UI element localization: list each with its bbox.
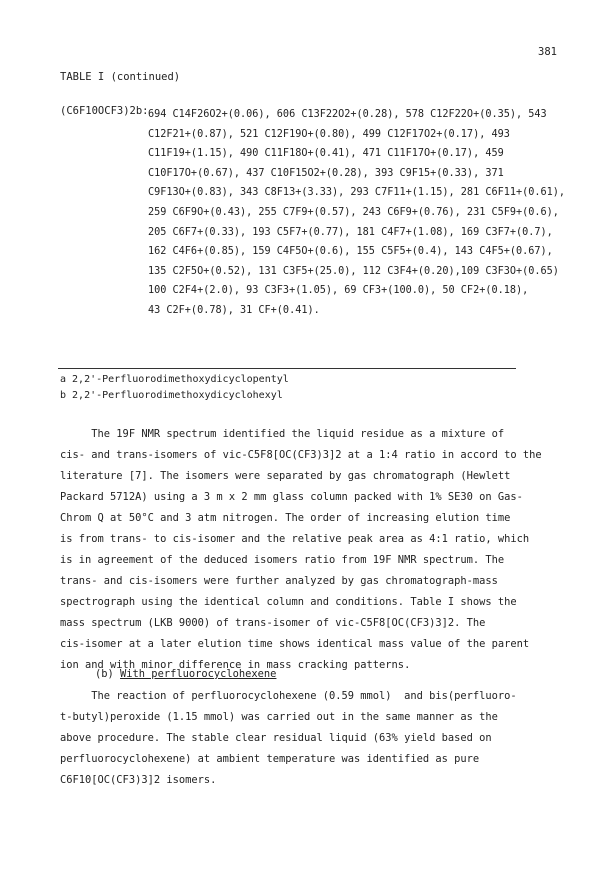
page-number: 381 bbox=[538, 46, 557, 58]
ms-line: 162 C4F6+(0.85), 159 C4F5O+(0.6), 155 C5F5+(0.4), 143 C4F5+(0.67), bbox=[148, 246, 553, 258]
paragraph-2 bbox=[60, 686, 517, 791]
text-line: spectrograph using the identical column and conditions. Table I shows the bbox=[60, 596, 517, 608]
table-title: TABLE I (continued) bbox=[60, 71, 181, 83]
ms-line: C12F21+(0.87), 521 C12F19O+(0.80), 499 C12F17O2+(0.17), 493 bbox=[148, 128, 510, 140]
ms-line: 259 C6F9O+(0.43), 255 C7F9+(0.57), 243 C6F9+(0.76), 231 C5F9+(0.6), bbox=[148, 206, 559, 218]
text-line: C6F10[OC(CF3)3]2 isomers. bbox=[60, 774, 217, 786]
table-rule bbox=[58, 368, 516, 369]
ms-line: C10F17O+(0.67), 437 C10F15O2+(0.28), 393 C9F15+(0.33), 371 bbox=[148, 167, 504, 179]
text-line: cis-isomer at a later elution time shows identical mass value of the parent bbox=[60, 638, 530, 650]
text-line: The reaction of perfluorocyclohexene (0.59 mmol) and bis(perfluoro- bbox=[60, 690, 517, 702]
compound-label: (C6F10OCF3)2b: bbox=[60, 105, 149, 117]
text-line: t-butyl)peroxide (1.15 mmol) was carried out in the same manner as the bbox=[60, 711, 498, 723]
text-line: cis- and trans-isomers of vic-C5F8[OC(CF3)3]2 at a 1:4 ratio in accord to the bbox=[60, 449, 542, 461]
mass-spectrum-data bbox=[148, 105, 565, 321]
text-line: is from trans- to cis-isomer and the relative peak area as 4:1 ratio, which bbox=[60, 533, 530, 545]
ms-line: 694 C14F26O2+(0.06), 606 C13F22O2+(0.28), 578 C12F22O+(0.35), 543 bbox=[148, 109, 547, 120]
text-line: Packard 5712A) using a 3 m x 2 mm glass column packed with 1% SE30 on Gas- bbox=[60, 491, 523, 503]
text-line: Chrom Q at 50°C and 3 atm nitrogen. The order of increasing elution time bbox=[60, 512, 511, 524]
text-line: above procedure. The stable clear residual liquid (63% yield based on bbox=[60, 732, 492, 744]
ms-line: 100 C2F4+(2.0), 93 C3F3+(1.05), 69 CF3+(100.0), 50 CF2+(0.18), bbox=[148, 285, 529, 297]
ms-line: C9F13O+(0.83), 343 C8F13+(3.33), 293 C7F11+(1.15), 281 C6F11+(0.61), bbox=[148, 187, 566, 199]
ms-line: 43 C2F+(0.78), 31 CF+(0.41). bbox=[148, 304, 320, 316]
text-line: perfluorocyclohexene) at ambient temperature was identified as pure bbox=[60, 753, 480, 765]
footnote-a: a 2,2'-Perfluorodimethoxydicyclopentyl bbox=[60, 374, 289, 385]
section-title: With perfluorocyclohexene bbox=[120, 668, 277, 680]
ms-line: 135 C2F5O+(0.52), 131 C3F5+(25.0), 112 C3F4+(0.20),109 C3F3O+(0.65) bbox=[148, 265, 559, 277]
section-label: (b) bbox=[95, 668, 121, 680]
text-line: The 19F NMR spectrum identified the liquid residue as a mixture of bbox=[60, 428, 505, 440]
paragraph-1 bbox=[60, 424, 542, 676]
ms-line: 205 C6F7+(0.33), 193 C5F7+(0.77), 181 C4F7+(1.08), 169 C3F7+(0.7), bbox=[148, 226, 553, 238]
text-line: is in agreement of the deduced isomers ratio from 19F NMR spectrum. The bbox=[60, 554, 505, 566]
footnote-b: b 2,2'-Perfluorodimethoxydicyclohexyl bbox=[60, 390, 283, 401]
text-line: literature [7]. The isomers were separated by gas chromatograph (Hewlett bbox=[60, 470, 511, 482]
section-heading bbox=[95, 668, 276, 680]
text-line: ion and with minor difference in mass cracking patterns. bbox=[60, 659, 411, 671]
text-line: trans- and cis-isomers were further analyzed by gas chromatograph-mass bbox=[60, 575, 498, 587]
text-line: mass spectrum (LKB 9000) of trans-isomer of vic-C5F8[OC(CF3)3]2. The bbox=[60, 617, 486, 629]
ms-line: C11F19+(1.15), 490 C11F18O+(0.41), 471 C11F17O+(0.17), 459 bbox=[148, 148, 504, 160]
